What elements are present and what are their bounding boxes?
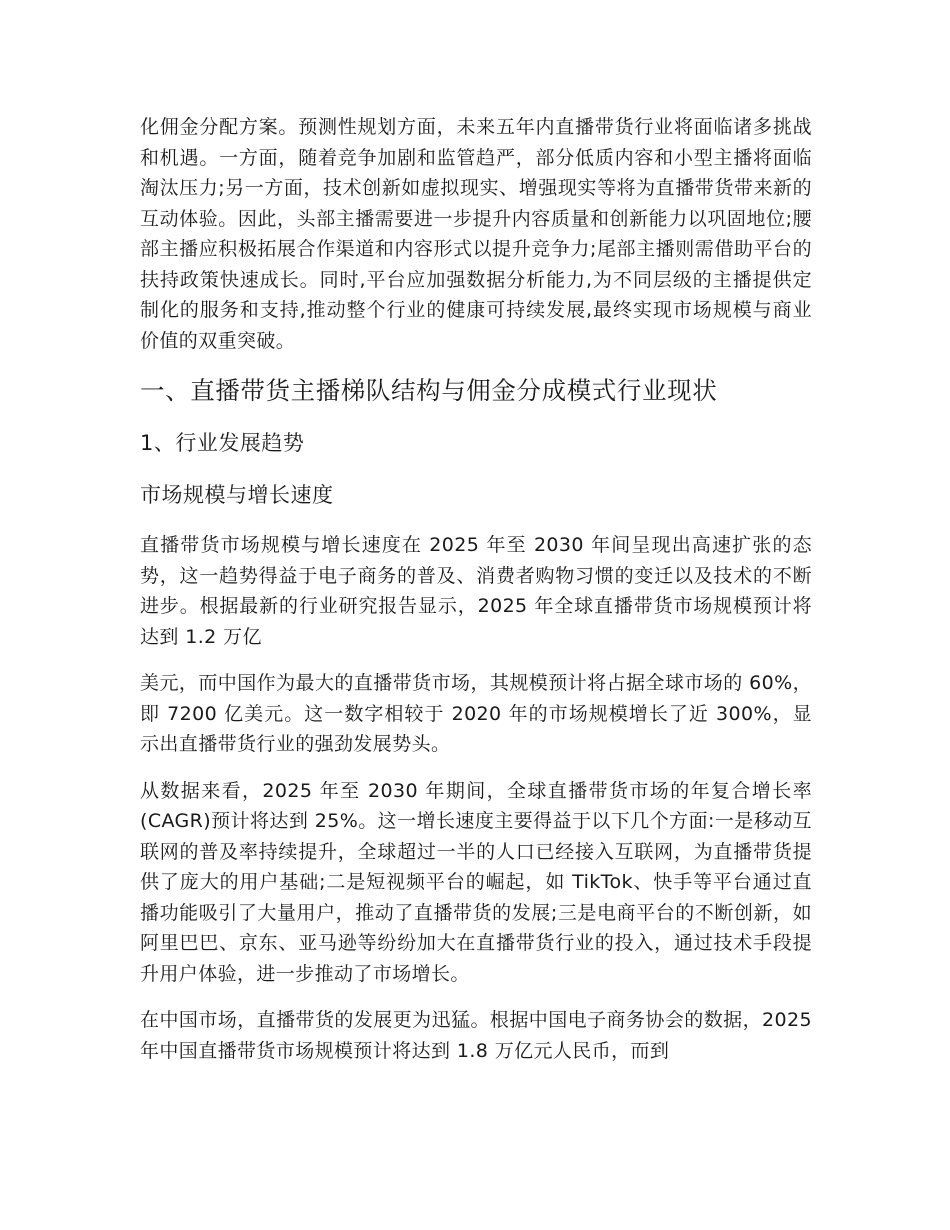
section-heading: 一、直播带货主播梯队结构与佣金分成模式行业现状 <box>140 376 718 405</box>
body-paragraph: 在中国市场，直播带货的发展更为迅猛。根据中国电子商务协会的数据，2025 年中国直播带货市场规模预计将达到 1.8 万亿元人民币，而到 <box>140 1009 812 1062</box>
document-page <box>140 112 812 1082</box>
topic-heading: 市场规模与增长速度 <box>140 483 334 507</box>
body-paragraph: 美元，而中国作为最大的直播带货市场，其规模预计将占据全球市场的 60%，即 7200 亿美元。这一数字相较于 2020 年的市场规模增长了近 300%，显示出直播带货行业的强劲发展势头。 <box>140 672 812 755</box>
body-paragraph: 直播带货市场规模与增长速度在 2025 年至 2030 年间呈现出高速扩张的态势，这一趋势得益于电子商务的普及、消费者购物习惯的变迁以及技术的不断进步。根据最新的行业研究报告显示，2025 年全球直播带货市场规模预计将达到 1.2 万亿 <box>140 534 812 648</box>
intro-paragraph: 化佣金分配方案。预测性规划方面，未来五年内直播带货行业将面临诸多挑战和机遇。一方面，随着竞争加剧和监管趋严，部分低质内容和小型主播将面临淘汰压力;另一方面，技术创新如虚拟现实、增强现实等将为直播带货带来新的互动体验。因此，头部主播需要进一步提升内容质量和创新能力以巩固地位;腰部主播应积极拓展合作渠道和内容形式以提升竞争力;尾部主播则需借助平台的扶持政策快速成长。同时,平台应加强数据分析能力,为不同层级的主播提供定制化的服务和支持,推动整个行业的健康可持续发展,最终实现市场规模与商业价值的双重突破。 <box>140 116 812 352</box>
subsection-heading: 1、行业发展趋势 <box>140 431 305 455</box>
body-paragraph: 从数据来看，2025 年至 2030 年期间，全球直播带货市场的年复合增长率(CAGR)预计将达到 25%。这一增长速度主要得益于以下几个方面:一是移动互联网的普及率持续提升，全球超过一半的人口已经接入互联网，为直播带货提供了庞大的用户基础;二是短视频平台的崛起，如 TikTok、快手等平台通过直播功能吸引了大量用户，推动了直播带货的发展;三是电商平台的不断创新，如阿里巴巴、京东、亚马逊等纷纷加大在直播带货行业的投入，通过技术手段提升用户体验，进一步推动了市场增长。 <box>140 779 812 985</box>
